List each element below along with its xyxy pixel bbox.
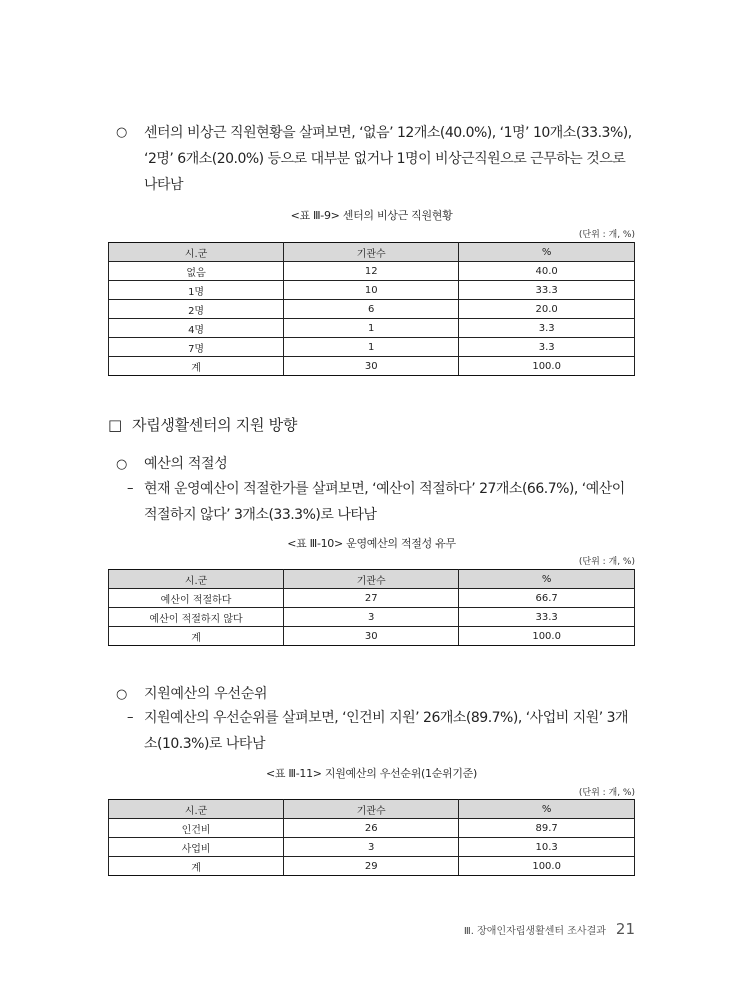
subheading-budget-adequacy <box>116 453 228 473</box>
table-cell: 예산이 적절하다 <box>109 589 284 608</box>
table-unit: (단위 : 개, %) <box>578 557 635 567</box>
subheading-budget-priority <box>116 683 267 703</box>
table-cell: 3.3 <box>459 319 635 338</box>
circle-bullet-icon: ○ <box>116 687 128 702</box>
section-title: 자립생활센터의 지원 방향 <box>132 416 298 434</box>
table-part-time-staff <box>108 242 635 376</box>
table-cell: 3.3 <box>459 338 635 357</box>
table-cell: 30 <box>284 627 459 646</box>
dash-bullet: – <box>127 481 133 496</box>
table-unit: (단위 : 개, %) <box>578 230 635 240</box>
table-cell: 1 <box>284 319 459 338</box>
table-cell: 100.0 <box>459 857 635 876</box>
table-cell: 27 <box>284 589 459 608</box>
column-header: % <box>459 243 635 262</box>
table-cell: 33.3 <box>459 281 635 300</box>
table-cell: 1 <box>284 338 459 357</box>
table-row <box>109 319 635 338</box>
table-cell: 계 <box>109 357 284 376</box>
table-cell: 100.0 <box>459 627 635 646</box>
circle-bullet-icon: ○ <box>116 125 127 140</box>
table-total-row <box>109 357 635 376</box>
subheading-title: 예산의 적절성 <box>144 456 228 472</box>
table-row <box>109 338 635 357</box>
table-cell: 인건비 <box>109 819 284 838</box>
column-header: % <box>459 800 635 819</box>
table-cell: 4명 <box>109 319 284 338</box>
paragraph-budget-adequacy <box>127 476 636 528</box>
paragraph-text: 현재 운영예산이 적절한가를 살펴보면, ‘예산이 적절하다’ 27개소(66.7%), ‘예산이 적절하지 않다’ 3개소(33.3%)로 나타남 <box>144 481 625 523</box>
table-total-row <box>109 627 635 646</box>
table-caption: <표 Ⅲ-10> 운영예산의 적절성 유무 <box>287 537 456 550</box>
subheading-title: 지원예산의 우선순위 <box>144 686 268 702</box>
table-cell: 예산이 적절하지 않다 <box>109 608 284 627</box>
table-unit: (단위 : 개, %) <box>578 788 635 798</box>
table-total-row <box>109 857 635 876</box>
table-cell: 계 <box>109 627 284 646</box>
table-cell: 40.0 <box>459 262 635 281</box>
table-cell: 없음 <box>109 262 284 281</box>
table-cell: 사업비 <box>109 838 284 857</box>
column-header: 기관수 <box>284 570 459 589</box>
table-row <box>109 589 635 608</box>
circle-bullet-icon: ○ <box>116 457 128 472</box>
table-cell: 계 <box>109 857 284 876</box>
table-cell: 26 <box>284 819 459 838</box>
table-cell: 2명 <box>109 300 284 319</box>
table-row <box>109 819 635 838</box>
section-heading <box>108 414 297 435</box>
table-cell: 10.3 <box>459 838 635 857</box>
column-header: 기관수 <box>284 243 459 262</box>
chapter-title: Ⅲ. 장애인자립생활센터 조사결과 <box>463 926 606 937</box>
table-row <box>109 608 635 627</box>
column-header: 시.군 <box>109 800 284 819</box>
table-cell: 6 <box>284 300 459 319</box>
table-cell: 100.0 <box>459 357 635 376</box>
table-cell: 10 <box>284 281 459 300</box>
paragraph-text: 센터의 비상근 직원현황을 살펴보면, ‘없음’ 12개소(40.0%), ‘1명’ 10개소(33.3%), ‘2명’ 6개소(20.0%) 등으로 대부분 없거나 1명이 비상근직원으로 근무하는 것으로 나타남 <box>144 125 632 193</box>
table-budget-priority <box>108 799 635 876</box>
table-cell: 1명 <box>109 281 284 300</box>
table-budget-adequacy <box>108 569 635 646</box>
table-row <box>109 838 635 857</box>
table-row <box>109 262 635 281</box>
table-row <box>109 300 635 319</box>
table-row <box>109 281 635 300</box>
column-header: 시.군 <box>109 243 284 262</box>
table-cell: 89.7 <box>459 819 635 838</box>
column-header: 시.군 <box>109 570 284 589</box>
table-cell: 3 <box>284 608 459 627</box>
square-bullet-icon: □ <box>108 416 122 434</box>
table-cell: 12 <box>284 262 459 281</box>
column-header: % <box>459 570 635 589</box>
table-cell: 30 <box>284 357 459 376</box>
table-caption: <표 Ⅲ-9> 센터의 비상근 직원현황 <box>290 209 453 222</box>
table-cell: 29 <box>284 857 459 876</box>
column-header: 기관수 <box>284 800 459 819</box>
table-cell: 7명 <box>109 338 284 357</box>
paragraph-budget-priority <box>127 705 636 757</box>
paragraph-text: 지원예산의 우선순위를 살펴보면, ‘인건비 지원’ 26개소(89.7%), ‘사업비 지원’ 3개소(10.3%)로 나타남 <box>144 710 629 752</box>
page-number: 21 <box>615 920 635 938</box>
dash-bullet: – <box>127 710 133 725</box>
paragraph-staff-status <box>116 120 636 198</box>
page-footer <box>464 920 635 938</box>
table-caption: <표 Ⅲ-11> 지원예산의 우선순위(1순위기준) <box>265 767 478 780</box>
table-cell: 3 <box>284 838 459 857</box>
table-cell: 20.0 <box>459 300 635 319</box>
table-cell: 33.3 <box>459 608 635 627</box>
table-cell: 66.7 <box>459 589 635 608</box>
